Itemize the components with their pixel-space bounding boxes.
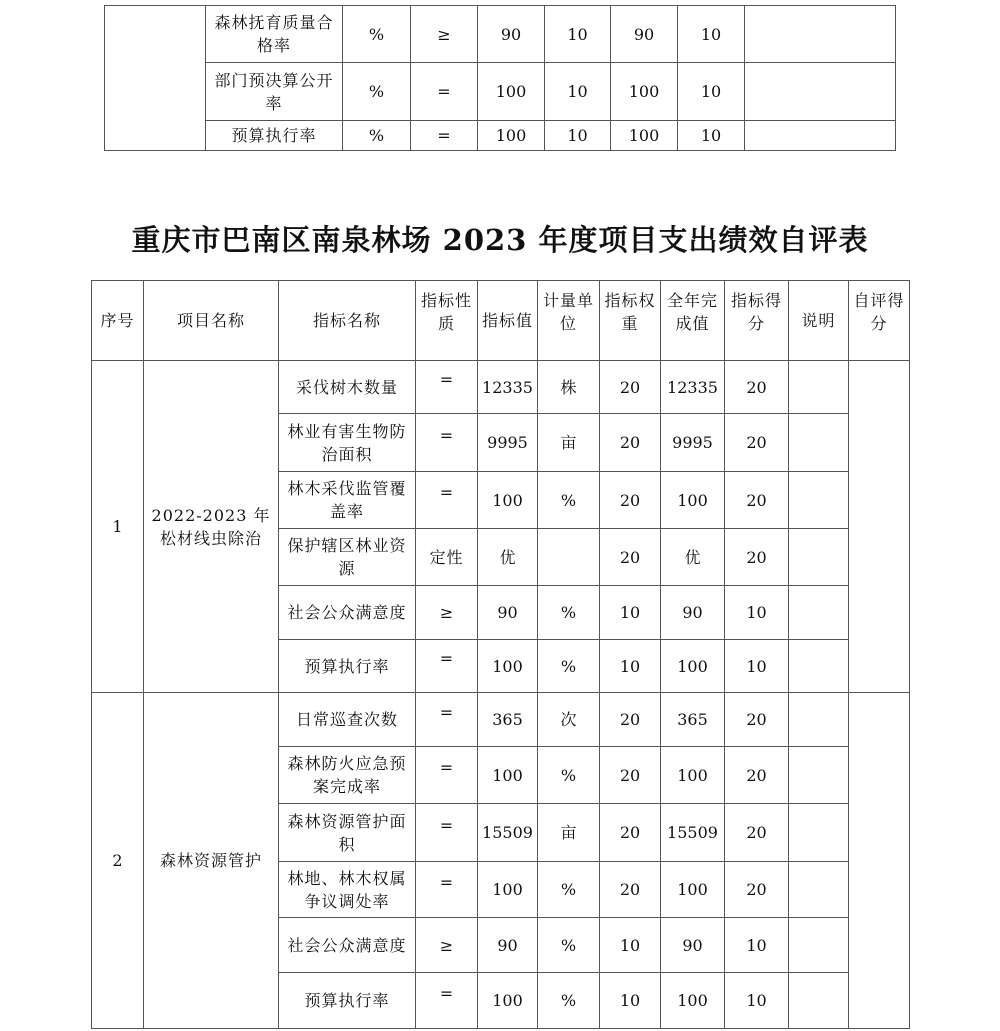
weight-cell: 10 — [545, 6, 611, 63]
unit-cell — [538, 529, 600, 586]
note-cell — [745, 6, 896, 63]
score-cell: 10 — [725, 586, 789, 640]
note-cell — [745, 121, 896, 151]
unit-cell: % — [538, 472, 600, 529]
project-name-cell: 森林资源管护 — [144, 693, 279, 1029]
target-cell: 100 — [478, 973, 538, 1029]
table-row — [105, 63, 896, 121]
unit-cell: 亩 — [538, 414, 600, 472]
indicator-name-cell: 预算执行率 — [279, 640, 416, 693]
score-cell: 10 — [725, 640, 789, 693]
nature-value: = — [439, 370, 454, 389]
header-cell: 指标名称 — [279, 281, 416, 361]
weight-cell: 10 — [600, 918, 661, 973]
actual-cell: 100 — [661, 973, 725, 1029]
actual-cell: 100 — [611, 121, 678, 151]
nature-value: = — [439, 425, 454, 445]
weight-cell: 20 — [600, 529, 661, 586]
indicator-name-cell: 森林资源管护面积 — [279, 804, 416, 862]
indicator-name-cell: 社会公众满意度 — [279, 918, 416, 973]
unit-cell: 次 — [538, 693, 600, 747]
weight-cell: 20 — [600, 804, 661, 862]
note-cell — [789, 804, 849, 862]
note-cell — [789, 747, 849, 804]
actual-cell: 365 — [661, 693, 725, 747]
weight-cell: 20 — [600, 472, 661, 529]
nature-cell — [416, 472, 478, 529]
operator-cell: ≥ — [411, 6, 478, 63]
weight-cell: 20 — [600, 747, 661, 804]
indicator-name-cell: 森林抚育质量合格率 — [206, 6, 343, 63]
header-cell: 指标得分 — [725, 281, 789, 361]
header-cell: 自评得分 — [849, 281, 910, 361]
weight-cell: 10 — [600, 973, 661, 1029]
unit-cell: % — [538, 918, 600, 973]
indicator-name-cell: 保护辖区林业资源 — [279, 529, 416, 586]
header-cell: 序号 — [92, 281, 144, 361]
actual-cell: 9995 — [661, 414, 725, 472]
target-cell: 90 — [478, 918, 538, 973]
target-cell: 100 — [478, 640, 538, 693]
score-cell: 10 — [678, 6, 745, 63]
header-cell: 全年完成值 — [661, 281, 725, 361]
score-cell: 20 — [725, 361, 789, 414]
header-cell: 计量单位 — [538, 281, 600, 361]
nature-cell — [416, 973, 478, 1029]
indicator-name-cell: 林地、林木权属争议调处率 — [279, 862, 416, 918]
evaluation-table — [91, 280, 910, 1029]
nature-value: = — [439, 758, 454, 777]
nature-value: = — [439, 983, 454, 1003]
actual-cell: 90 — [661, 586, 725, 640]
target-cell: 100 — [478, 862, 538, 918]
actual-cell: 100 — [611, 63, 678, 121]
target-cell: 100 — [478, 472, 538, 529]
score-cell: 20 — [725, 747, 789, 804]
table-row — [105, 121, 896, 151]
unit-cell: % — [538, 973, 600, 1029]
weight-cell: 10 — [545, 121, 611, 151]
nature-cell — [416, 804, 478, 862]
unit-cell: % — [538, 862, 600, 918]
page-title: 重庆市巴南区南泉林场 2023 年度项目支出绩效自评表 — [131, 223, 869, 257]
note-cell — [745, 63, 896, 121]
score-cell: 20 — [725, 529, 789, 586]
target-cell: 12335 — [478, 361, 538, 414]
indicator-name-cell: 部门预决算公开率 — [206, 63, 343, 121]
self-score-cell — [849, 693, 910, 1029]
actual-cell: 15509 — [661, 804, 725, 862]
score-cell: 20 — [725, 472, 789, 529]
score-cell: 20 — [725, 414, 789, 472]
score-cell: 10 — [678, 63, 745, 121]
target-cell: 9995 — [478, 414, 538, 472]
weight-cell: 20 — [600, 361, 661, 414]
note-cell — [789, 640, 849, 693]
weight-cell: 10 — [600, 640, 661, 693]
unit-cell: % — [343, 121, 411, 151]
score-cell: 20 — [725, 693, 789, 747]
nature-cell — [416, 361, 478, 414]
note-cell — [789, 414, 849, 472]
target-cell: 100 — [478, 121, 545, 151]
target-cell: 100 — [478, 63, 545, 121]
indicator-name-cell: 日常巡查次数 — [279, 693, 416, 747]
actual-cell: 100 — [661, 862, 725, 918]
weight-cell: 20 — [600, 414, 661, 472]
unit-cell: % — [343, 63, 411, 121]
header-cell: 项目名称 — [144, 281, 279, 361]
weight-cell: 20 — [600, 693, 661, 747]
indicator-name-cell: 预算执行率 — [279, 973, 416, 1029]
table-row — [92, 361, 910, 414]
indicator-name-cell: 林业有害生物防治面积 — [279, 414, 416, 472]
nature-cell — [416, 862, 478, 918]
nature-cell: ≥ — [416, 918, 478, 973]
nature-cell — [416, 747, 478, 804]
weight-cell: 20 — [600, 862, 661, 918]
unit-cell: % — [538, 747, 600, 804]
indicator-name-cell: 社会公众满意度 — [279, 586, 416, 640]
nature-value: = — [439, 483, 454, 502]
header-cell: 指标权重 — [600, 281, 661, 361]
score-cell: 10 — [678, 121, 745, 151]
target-cell: 90 — [478, 6, 545, 63]
indicator-name-cell: 采伐树木数量 — [279, 361, 416, 414]
note-cell — [789, 586, 849, 640]
operator-cell: = — [411, 121, 478, 151]
header-cell: 指标值 — [478, 281, 538, 361]
score-cell: 20 — [725, 804, 789, 862]
score-cell: 10 — [725, 918, 789, 973]
nature-cell — [416, 693, 478, 747]
unit-cell: 株 — [538, 361, 600, 414]
actual-cell: 优 — [661, 529, 725, 586]
indicator-name-cell: 森林防火应急预案完成率 — [279, 747, 416, 804]
actual-cell: 90 — [661, 918, 725, 973]
nature-value: = — [439, 815, 454, 835]
actual-cell: 90 — [611, 6, 678, 63]
nature-value: = — [439, 649, 454, 668]
nature-cell: ≥ — [416, 586, 478, 640]
target-cell: 365 — [478, 693, 538, 747]
note-cell — [789, 529, 849, 586]
target-cell: 90 — [478, 586, 538, 640]
nature-cell — [416, 414, 478, 472]
note-cell — [789, 973, 849, 1029]
self-score-cell — [849, 361, 910, 693]
serial-number-cell: 1 — [92, 361, 144, 693]
target-cell: 优 — [478, 529, 538, 586]
table-row — [92, 693, 910, 747]
actual-cell: 12335 — [661, 361, 725, 414]
nature-value: = — [439, 702, 454, 722]
unit-cell: % — [538, 586, 600, 640]
continued-indicator-table — [104, 5, 896, 151]
table-row — [105, 6, 896, 63]
unit-cell: % — [538, 640, 600, 693]
indicator-name-cell: 林木采伐监管覆盖率 — [279, 472, 416, 529]
header-cell: 说明 — [789, 281, 849, 361]
note-cell — [789, 862, 849, 918]
indicator-name-cell: 预算执行率 — [206, 121, 343, 151]
project-name-cell: 2022-2023 年松材线虫除治 — [144, 361, 279, 693]
header-row — [92, 281, 910, 361]
header-cell: 指标性质 — [416, 281, 478, 361]
empty-cell — [105, 6, 206, 151]
score-cell: 10 — [725, 973, 789, 1029]
actual-cell: 100 — [661, 747, 725, 804]
note-cell — [789, 918, 849, 973]
score-cell: 20 — [725, 862, 789, 918]
note-cell — [789, 472, 849, 529]
note-cell — [789, 693, 849, 747]
operator-cell: = — [411, 63, 478, 121]
nature-cell — [416, 640, 478, 693]
note-cell — [789, 361, 849, 414]
actual-cell: 100 — [661, 472, 725, 529]
unit-cell: % — [343, 6, 411, 63]
weight-cell: 10 — [600, 586, 661, 640]
nature-cell: 定性 — [416, 529, 478, 586]
target-cell: 100 — [478, 747, 538, 804]
nature-value: = — [439, 872, 454, 892]
serial-number-cell: 2 — [92, 693, 144, 1029]
weight-cell: 10 — [545, 63, 611, 121]
unit-cell: 亩 — [538, 804, 600, 862]
target-cell: 15509 — [478, 804, 538, 862]
actual-cell: 100 — [661, 640, 725, 693]
